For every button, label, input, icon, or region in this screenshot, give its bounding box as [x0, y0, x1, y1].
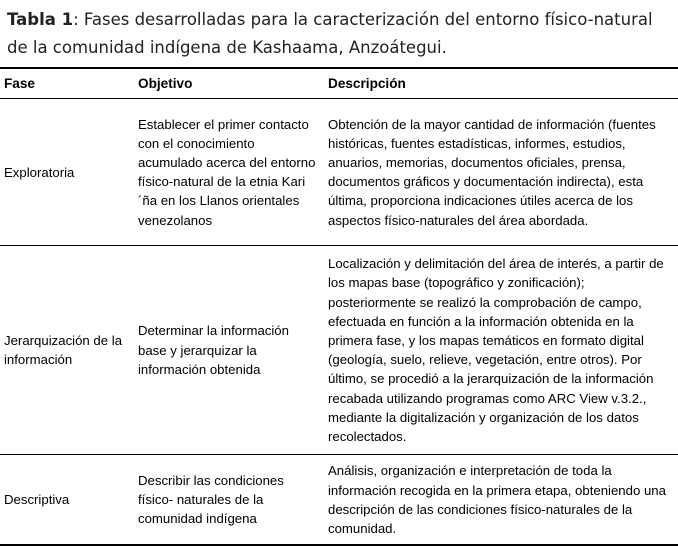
header-fase: Fase — [0, 68, 134, 99]
cell-objetivo: Determinar la información base y jerarquizar la información obtenida — [134, 246, 324, 455]
cell-descripcion: Localización y delimitación del área de interés, a partir de los mapas base (topográfico y zonificación); posteriormente se realizó la comprobación de campo, efectuada en función a la información obtenida en la primera fase, y los mapas temáticos en formato digital (geología, suelo, relieve, vegetación, entre otros). Por último, se procedió a la jerarquización de la información recabada utilizando programas como ARC View v.3.2., mediante la digitalización y organización de los datos recolectados. — [324, 246, 678, 455]
cell-objetivo: Establecer el primer contacto con el conocimiento acumulado acerca del entorno físico-natural de la etnia Kari´ña en los Llanos orientales venezolanos — [134, 99, 324, 246]
table-row — [0, 99, 678, 246]
cell-fase: Exploratoria — [0, 99, 134, 246]
cell-descripcion: Análisis, organización e interpretación de toda la información recogida en la primera etapa, obteniendo una descripción de las condiciones físico-naturales de la comunidad. — [324, 455, 678, 546]
table-caption-label: Tabla 1 — [7, 10, 74, 29]
cell-fase: Jerarquización de la información — [0, 246, 134, 455]
table-caption — [7, 6, 675, 62]
phases-table — [0, 67, 678, 546]
cell-descripcion: Obtención de la mayor cantidad de información (fuentes históricas, fuentes estadísticas, informes, estudios, anuarios, memorias, documentos oficiales, prensa, documentos gráficos y documentación indirecta), esta última, proporciona indicaciones útiles acerca de los aspectos físico-naturales del área abordada. — [324, 99, 678, 246]
table-row — [0, 246, 678, 455]
table-header-row — [0, 68, 678, 99]
table-caption-text: : Fases desarrolladas para la caracterización del entorno físico-natural de la comunidad indígena de Kashaama, Anzoátegui. — [7, 10, 653, 57]
cell-fase: Descriptiva — [0, 455, 134, 546]
header-objetivo: Objetivo — [134, 68, 324, 99]
cell-objetivo: Describir las condiciones físico- naturales de la comunidad indígena — [134, 455, 324, 546]
table-row — [0, 455, 678, 546]
header-descripcion: Descripción — [324, 68, 678, 99]
